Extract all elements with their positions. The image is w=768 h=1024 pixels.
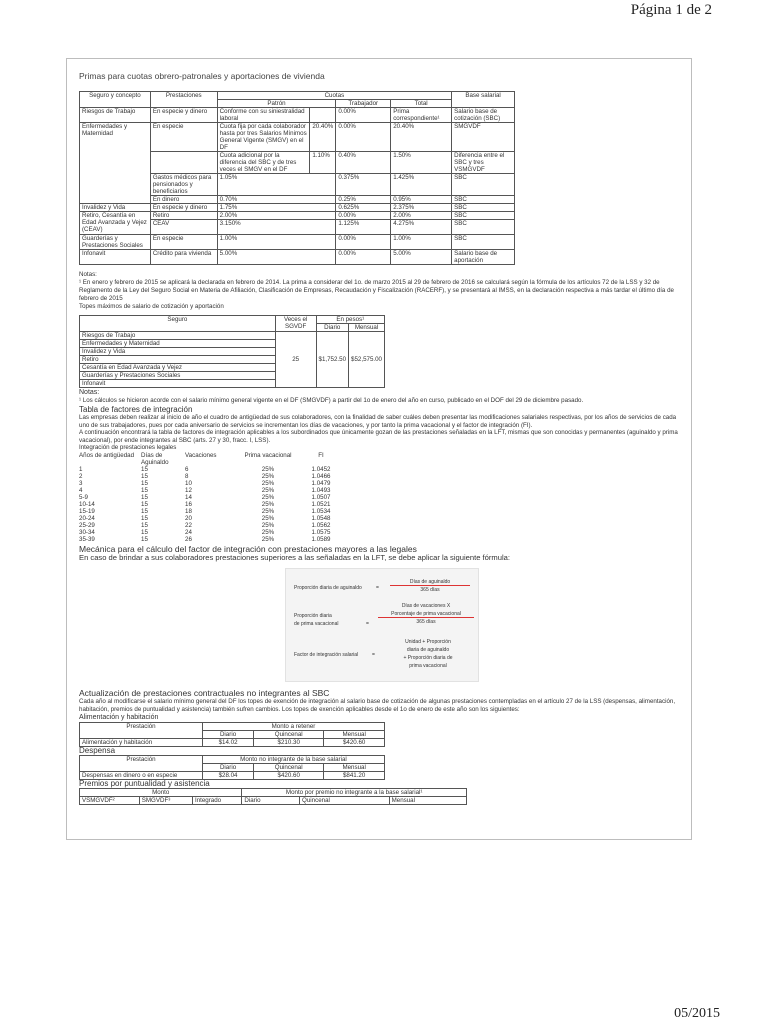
cell: SBC	[452, 174, 515, 196]
formula-numerator: Porcentaje de prima vacacional	[378, 611, 474, 618]
cell: Cuota fija por cada colaborador hasta por tres Salarios Mínimos General Vigente (SMGV) en el DF	[217, 123, 310, 152]
table-row	[79, 494, 339, 501]
despensa-title: Despensa	[79, 745, 116, 755]
cell: Crédito para vivienda	[150, 250, 217, 265]
col-quincenal: Quincenal	[300, 796, 390, 804]
cell: 0.00%	[336, 235, 391, 250]
topes-title: Topes máximos de salario de cotización y aportación	[79, 303, 224, 310]
cell: 1.0466	[311, 473, 331, 481]
th-prima: Prima vacacional	[244, 452, 292, 460]
table-row	[79, 473, 339, 480]
notes-text: ¹ En enero y febrero de 2015 se aplicará la declarada en febrero de 2014. La prima a considerar del 1o. de marzo 2015 al 29 de febrero de 2016 se calculará según la fórmula de los artículos 72 de la LSS y 32 de Reglamento de la Ley del Seguro Social en Materia de Afiliación, Clasificación de Empresas, Recaudación y Fiscalización (RACERF), y se presentará al IMSS, en la declaración respectiva a más tardar el último día de febrero de 2015	[79, 279, 674, 302]
cell: 24	[185, 529, 192, 537]
cell: SBC	[452, 204, 515, 212]
th-fi: FI	[318, 452, 324, 460]
despensa-table	[79, 755, 385, 780]
table-row	[80, 123, 515, 152]
cell: Conforme con su siniestralidad laboral	[217, 108, 310, 123]
factores-paragraph-2: A continuación encontrará la tabla de factores de integración aplicables a los subordinados que únicamente gozan de las prestaciones señaladas en la LFT, mismas que son conocidas y permanentes (aguinaldo y prima vacacional), por ende integrantes al SBC (arts. 27 y 30, fracc. I, LSS).	[79, 429, 678, 444]
cell: $210.30	[254, 738, 324, 746]
cell: Prima correspondiente¹	[391, 108, 452, 123]
table-row	[79, 515, 339, 522]
cell: 1.0562	[311, 522, 331, 530]
cell: $420.60	[254, 771, 324, 779]
cell: SBC	[452, 235, 515, 250]
cell: 15	[141, 508, 148, 516]
formula-denominator: 365 días	[416, 619, 436, 626]
cell: 5.00%	[217, 250, 336, 265]
cell: Enfermedades y Maternidad	[80, 340, 276, 348]
table-row	[79, 508, 339, 515]
cell: Alimentación y habitación	[80, 738, 203, 746]
formula-denominator: 365 días	[420, 587, 440, 594]
cell: 1.00%	[391, 235, 452, 250]
th-prestaciones: Prestaciones	[150, 92, 217, 108]
cell: 25%	[261, 501, 275, 509]
cell: 15	[141, 501, 148, 509]
th-quincenal: Quincenal	[254, 730, 324, 738]
th-seguro: Seguro	[80, 316, 276, 332]
integracion-table	[79, 452, 339, 543]
col-vsmgvdf: VSMGVDF²	[80, 796, 140, 804]
table-row	[80, 771, 385, 779]
col-diario: Diario	[242, 796, 300, 804]
col-smgvdf: SMGVDF³	[139, 796, 192, 804]
table-row	[79, 480, 339, 487]
cell: 26	[185, 536, 192, 544]
cell: 1.50%	[391, 152, 452, 174]
cell: 1.10%	[310, 152, 336, 174]
cell: 15-19	[79, 508, 95, 516]
cell: CEAV	[150, 220, 217, 235]
cell: 10	[185, 480, 192, 488]
footer-date: 05/2015	[674, 1006, 720, 1021]
cell: 20.40%	[310, 123, 336, 152]
cell: 2.00%	[217, 212, 336, 220]
cell: 30-34	[79, 529, 95, 537]
cell: En especie	[150, 123, 217, 152]
notes-label: Notas:	[79, 271, 97, 278]
cell: 1.0507	[311, 494, 331, 502]
cell: Invalidez y Vida	[80, 204, 151, 212]
topes-table	[79, 315, 385, 388]
cell: 12	[185, 487, 192, 495]
cell: 0.95%	[391, 196, 452, 204]
col-integrado: Integrado	[192, 796, 241, 804]
factores-paragraph-1: Las empresas deben realizar al inicio de año el cuadro de antigüedad de sus colaboradores, con la finalidad de saber cuáles deben presentar las modificaciones salariales respectivas, por los años de servicios de cada uno de sus trabajadores, pues por cada aniversario de servicios se incrementan los días de vacaciones, y por tanto la prima vacacional y el factor de integración (FI).	[79, 414, 677, 429]
table-row	[80, 235, 515, 250]
cell: 18	[185, 508, 192, 516]
cell: 15	[141, 473, 148, 481]
cell: En especie y dinero	[150, 108, 217, 123]
integracion-title: Integración de prestaciones legales	[79, 444, 177, 452]
table-row	[80, 108, 515, 123]
formula-label: de prima vacacional	[294, 621, 339, 628]
cell: $52,575.00	[349, 332, 385, 388]
cell: 0.00%	[336, 250, 391, 265]
document-page	[66, 58, 692, 840]
cell: 8	[185, 473, 189, 481]
notes2-label: Notas:	[79, 389, 100, 396]
premios-table	[79, 788, 467, 805]
cell: 35-39	[79, 536, 95, 544]
cell: Cuota adicional por la diferencia del SBC y de tres veces el SMGV en el DF	[217, 152, 310, 174]
cell: 1.00%	[217, 235, 336, 250]
cell: 14	[185, 494, 192, 502]
cell: 3	[79, 480, 83, 488]
formula-numerator: Días de vacaciones X	[401, 603, 451, 610]
cell	[310, 108, 336, 123]
formula-label: Proporción diaria de aguinaldo	[294, 585, 362, 592]
formula-result: prima vacacional	[409, 663, 447, 670]
th-prestacion: Prestación	[80, 722, 203, 738]
cell: 16	[185, 501, 192, 509]
mecanica-text: En caso de brindar a sus colaboradores prestaciones superiores a las señaladas en la LFT, se debe aplicar la siguiente fórmula:	[79, 553, 510, 563]
table-row	[79, 466, 339, 473]
cell: 1.0575	[311, 529, 331, 537]
page-number: Página 1 de 2	[630, 2, 712, 18]
col-mensual: Mensual	[389, 796, 466, 804]
cell: 15	[141, 536, 148, 544]
actualizacion-title: Actualización de prestaciones contractuales no integrantes al SBC	[79, 688, 330, 699]
alimentacion-title: Alimentación y habitación	[79, 713, 159, 721]
cell: SBC	[452, 212, 515, 220]
th-cuotas: Cuotas	[217, 92, 451, 100]
cell: 1.75%	[217, 204, 336, 212]
cell: Riesgos de Trabajo	[80, 332, 276, 340]
premios-title: Premios por puntualidad y asistencia	[79, 778, 210, 788]
notes-block	[79, 271, 679, 311]
cell: Gastos médicos para pensionados y beneficiarios	[150, 174, 217, 196]
cell: 15	[141, 515, 148, 523]
table-row	[80, 250, 515, 265]
th-diario: Diario	[203, 763, 254, 771]
table-row	[80, 204, 515, 212]
th-antiguedad: Años de antigüedad	[79, 452, 135, 460]
cell: Guarderías y Prestaciones Sociales	[80, 372, 276, 380]
cell: 25%	[261, 536, 275, 544]
formula-image	[285, 568, 479, 682]
table-row	[79, 522, 339, 529]
cell: Salario base de aportación	[452, 250, 515, 265]
table-row	[79, 536, 339, 543]
section-title-primas: Primas para cuotas obrero-patronales y aportaciones de vivienda	[79, 71, 325, 81]
cell	[150, 152, 217, 174]
th-diario: Diario	[203, 730, 254, 738]
cell: 3.150%	[217, 220, 336, 235]
cell: 2.375%	[391, 204, 452, 212]
cell: 1.0521	[311, 501, 331, 509]
primas-table	[79, 91, 515, 265]
cell: 1.05%	[217, 174, 336, 196]
cell: 0.625%	[336, 204, 391, 212]
cell: 5-9	[79, 494, 88, 502]
cell: Infonavit	[80, 380, 276, 388]
th-trabajador: Trabajador	[336, 100, 391, 108]
formula-result: diaria de aguinaldo	[406, 647, 450, 654]
mecanica-title: Mecánica para el cálculo del factor de integración con prestaciones mayores a las legales	[79, 544, 417, 555]
formula-numerator: Días de aguinaldo	[390, 579, 470, 586]
cell: 0.00%	[336, 123, 391, 152]
alimentacion-table	[79, 722, 385, 747]
cell: 0.25%	[336, 196, 391, 204]
cell: $14.02	[203, 738, 254, 746]
th-monto: Monto no integrante de la base salarial	[203, 755, 385, 763]
cell: 4	[79, 487, 83, 495]
cell: 5.00%	[391, 250, 452, 265]
th-patron: Patrón	[217, 100, 336, 108]
cell: 1.125%	[336, 220, 391, 235]
table-row	[80, 332, 385, 340]
cell: 1.425%	[391, 174, 452, 196]
cell: Riesgos de Trabajo	[80, 108, 151, 123]
cell: En especie	[150, 235, 217, 250]
cell: 15	[141, 522, 148, 530]
cell: 6	[185, 466, 189, 474]
th-mensual: Mensual	[349, 324, 385, 332]
cell: Diferencia entre el SBC y tres VSMGVDF	[452, 152, 515, 174]
cell: 25-29	[79, 522, 95, 530]
cell: En dinero	[150, 196, 217, 204]
cell: $420.60	[324, 738, 385, 746]
cell: En especie y dinero	[150, 204, 217, 212]
th-vacaciones: Vacaciones	[185, 452, 217, 460]
table-row	[80, 212, 515, 220]
cell: SBC	[452, 220, 515, 235]
cell: 0.375%	[336, 174, 391, 196]
cell: 25%	[261, 466, 275, 474]
cell: Invalidez y Vida	[80, 348, 276, 356]
cell: $841.20	[324, 771, 385, 779]
formula-equals: =	[366, 621, 369, 628]
cell: $1,752.50	[316, 332, 349, 388]
th-seguro: Seguro y concepto	[80, 92, 151, 108]
cell: 10-14	[79, 501, 95, 509]
cell: Retiro	[150, 212, 217, 220]
cell: 22	[185, 522, 192, 530]
th-en-pesos: En pesos¹	[316, 316, 385, 324]
table-row	[79, 529, 339, 536]
th-mensual: Mensual	[324, 730, 385, 738]
formula-label: Factor de integración salarial	[294, 652, 359, 659]
cell: 0.00%	[336, 212, 391, 220]
cell: Guarderías y Prestaciones Sociales	[80, 235, 151, 250]
table-row	[79, 487, 339, 494]
th-total: Total	[391, 100, 452, 108]
cell: Retiro	[80, 356, 276, 364]
cell: 25%	[261, 494, 275, 502]
table-row	[80, 738, 385, 746]
cell: 1.0479	[311, 480, 331, 488]
cell: 1.0589	[311, 536, 331, 544]
cell: Enfermedades y Maternidad	[80, 123, 151, 204]
cell: 20.40%	[391, 123, 452, 152]
cell: 1.0493	[311, 487, 331, 495]
cell: 4.275%	[391, 220, 452, 235]
cell: 0.40%	[336, 152, 391, 174]
cell: Despensas en dinero o en especie	[80, 771, 203, 779]
cell: 0.70%	[217, 196, 336, 204]
cell: 15	[141, 487, 148, 495]
cell: Infonavit	[80, 250, 151, 265]
formula-equals: =	[376, 585, 379, 592]
cell: 25%	[261, 529, 275, 537]
cell: 15	[141, 529, 148, 537]
cell: 25%	[261, 508, 275, 516]
cell: 25%	[261, 480, 275, 488]
th-monto-premio: Monto por premio no integrante a la base salarial¹	[242, 788, 467, 796]
th-monto: Monto	[80, 788, 242, 796]
table-row	[79, 501, 339, 508]
cell: 20	[185, 515, 192, 523]
th-quincenal: Quincenal	[254, 763, 324, 771]
cell: 2	[79, 473, 83, 481]
th-diario: Diario	[316, 324, 349, 332]
th-base: Base salarial	[452, 92, 515, 108]
cell: Cesantía en Edad Avanzada y Vejez	[80, 364, 276, 372]
cell: 1	[79, 466, 83, 474]
cell: SMGVDF	[452, 123, 515, 152]
th-monto: Monto a retener	[203, 722, 385, 730]
th-veces: Veces el SGVDF	[275, 316, 316, 332]
cell: Salario base de cotización (SBC)	[452, 108, 515, 123]
cell: 1.0534	[311, 508, 331, 516]
cell: 20-24	[79, 515, 95, 523]
cell: 25%	[261, 522, 275, 530]
formula-result: + Proporción diaria de	[403, 655, 453, 662]
cell: 0.00%	[336, 108, 391, 123]
th-aguinaldo: Días de Aguinaldo	[141, 452, 169, 467]
factores-title: Tabla de factores de integración	[79, 405, 193, 414]
cell: 15	[141, 480, 148, 488]
cell: 2.00%	[391, 212, 452, 220]
formula-result: Unidad + Proporción	[405, 639, 451, 646]
cell: $28.04	[203, 771, 254, 779]
cell: SBC	[452, 196, 515, 204]
cell: 25%	[261, 487, 275, 495]
cell: 1.0452	[311, 466, 331, 474]
th-mensual: Mensual	[324, 763, 385, 771]
cell: Retiro, Cesantía en Edad Avanzada y Vejez (CEAV)	[80, 212, 151, 235]
cell: 25%	[261, 515, 275, 523]
cell: 1.0548	[311, 515, 331, 523]
cell: 15	[141, 494, 148, 502]
notes2-text: ¹ Los cálculos se hicieron acorde con el salario mínimo general vigente en el DF (SMGVDF) a partir del 1o de enero del año en curso, publicado en el DOF del 29 de diciembre pasado.	[79, 397, 584, 404]
actualizacion-text: Cada año al modificarse el salario mínimo general del DF los topes de exención de integración al salario base de cotización de algunas prestaciones contempladas en el artículo 27 de la LSS (despensas, alimentación, habitación, premios de puntualidad y asistencia) también sufren cambios. Los topes de exención aplicables desde el 1o de enero de este año son los siguientes:	[79, 698, 676, 713]
cell: 25	[275, 332, 316, 388]
formula-label: Proporción diaria	[294, 613, 332, 620]
formula-equals: =	[372, 652, 375, 659]
cell: 15	[141, 466, 148, 474]
cell: 25%	[261, 473, 275, 481]
th-prestacion: Prestación	[80, 755, 203, 771]
